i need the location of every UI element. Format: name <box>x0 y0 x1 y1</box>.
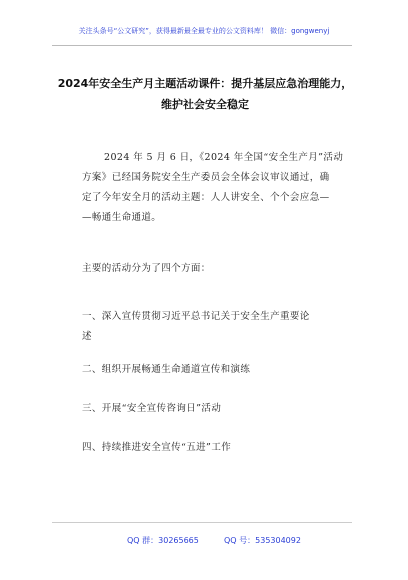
activity-item-4: 四、持续推进安全宣传“五进”工作 <box>82 442 232 453</box>
intro-line: 2024 年 5 月 6 日，《2024 年全国“安全生产月”活动 <box>104 152 344 163</box>
title-line-1: 2024年安全生产月主题活动课件：提升基层应急治理能力， <box>57 77 353 90</box>
document-title <box>40 73 370 115</box>
intro-line: —畅通生命通道。 <box>82 212 162 223</box>
activities-lead: 主要的活动分为了四个方面： <box>82 263 211 274</box>
header-banner: 关注头条号“公文研究”，获得最新最全最专业的公文资料库！ 微信：gongwenyj <box>78 27 330 35</box>
footer-divider <box>52 522 352 523</box>
activity-item-1-line: 述 <box>82 331 92 342</box>
intro-paragraph <box>82 148 350 228</box>
activity-item-2: 二、组织开展畅通生命通道宣传和演练 <box>82 364 251 375</box>
intro-line: 定了今年安全月的活动主题：人人讲安全、个个会应急— <box>82 192 330 203</box>
title-line-2: 维护社会安全稳定 <box>161 98 249 111</box>
footer-qq-number: QQ 号：535304092 <box>224 536 301 545</box>
intro-line: 方案》已经国务院安全生产委员会全体会议审议通过，确 <box>82 172 330 183</box>
activity-item-3: 三、开展“安全宣传咨询日”活动 <box>82 403 222 414</box>
header-divider <box>52 45 352 46</box>
activity-item-1-line: 一、深入宣传贯彻习近平总书记关于安全生产重要论 <box>82 311 310 322</box>
activity-item-1 <box>82 307 350 347</box>
footer-qq-group: QQ 群：30265665 <box>127 536 199 545</box>
